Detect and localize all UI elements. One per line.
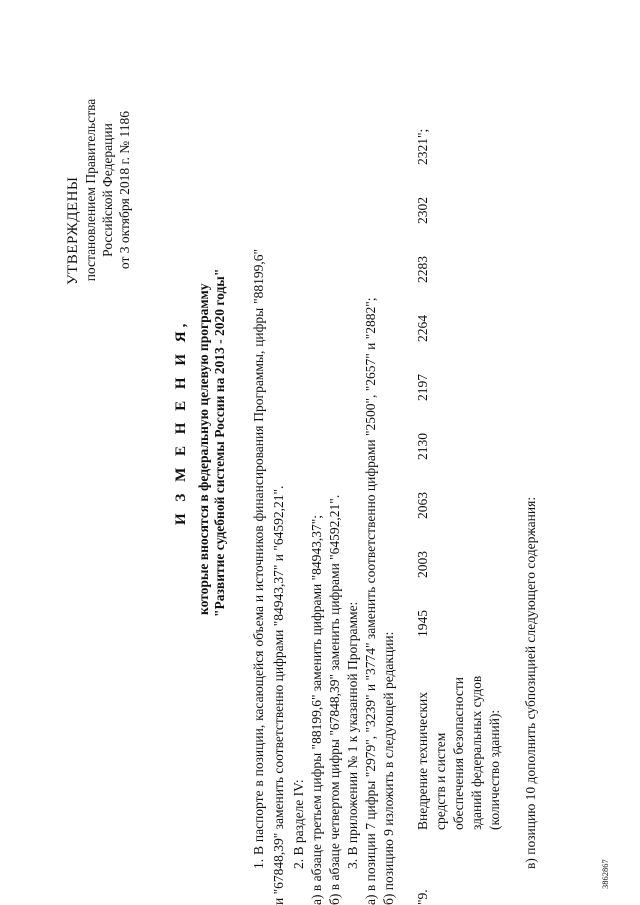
table-cell-value: 2321"; [415, 128, 430, 165]
table-row-name-line-1: Внедрение технических [415, 691, 430, 830]
approved-heading: УТВЕРЖДЕНЫ [65, 176, 81, 285]
table-cell-value: 1945 [415, 610, 430, 637]
table-cell-value: 2063 [415, 492, 430, 519]
table-row-name-line-2: средств и систем [433, 732, 448, 830]
table-row-name-line-3: обеспечения безопасности [451, 677, 466, 830]
table-row-name-line-5: (количество зданий): [487, 709, 502, 830]
paragraph-3a: а) в позиции 7 цифры "2979", "3239" и "3774" заменить соответственно цифрами "2500", "2657" и "2882"; [363, 297, 378, 905]
paragraph-3: 3. В приложении № 1 к указанной Программе: [345, 601, 360, 869]
approved-line-3: от 3 октября 2018 г. № 1186 [117, 110, 132, 270]
paragraph-3b: б) позицию 9 изложить в следующей редакции: [381, 631, 396, 905]
document-id: 3862867 [600, 859, 610, 889]
paragraph-2a: а) в абзаце третьем цифры "88199,6" заменить цифрами "84943,37"; [309, 514, 324, 905]
paragraph-2b: б) в абзаце четвертом цифры "67848,39" заменить цифрами "64592,21". [327, 494, 342, 905]
document-subtitle-2: "Развитие судебной системы России на 2013 - 2020 годы" [212, 268, 227, 617]
paragraph-1-line-2: и "67848,39" заменить соответственно цифрами "84943,37" и "64592,21". [271, 485, 286, 905]
table-cell-value: 2130 [415, 433, 430, 460]
paragraph-3c: в) позицию 10 дополнить субпозицией следующего содержания: [523, 496, 538, 869]
approved-line-1: постановлением Правительства [83, 98, 98, 282]
table-cell-value: 2197 [415, 374, 430, 401]
document-title: И З М Е Н Е Н И Я, [173, 319, 189, 525]
table-cell-value: 2003 [415, 551, 430, 578]
table-row-name-line-4: зданий федеральных судов [469, 675, 484, 830]
table-row-number: "9. [415, 889, 430, 905]
document-subtitle-1: которые вносятся в федеральную целевую программу [196, 283, 211, 615]
paragraph-2: 2. В разделе IV: [291, 779, 306, 869]
paragraph-1-line-1: 1. В паспорте в позиции, касающейся объема и источников финансирования Программы, цифры "88199,6" [251, 249, 266, 869]
table-cell-value: 2302 [415, 197, 430, 224]
table-cell-value: 2283 [415, 256, 430, 283]
approved-line-2: Российской Федерации [100, 123, 115, 257]
table-cell-value: 2264 [415, 315, 430, 342]
